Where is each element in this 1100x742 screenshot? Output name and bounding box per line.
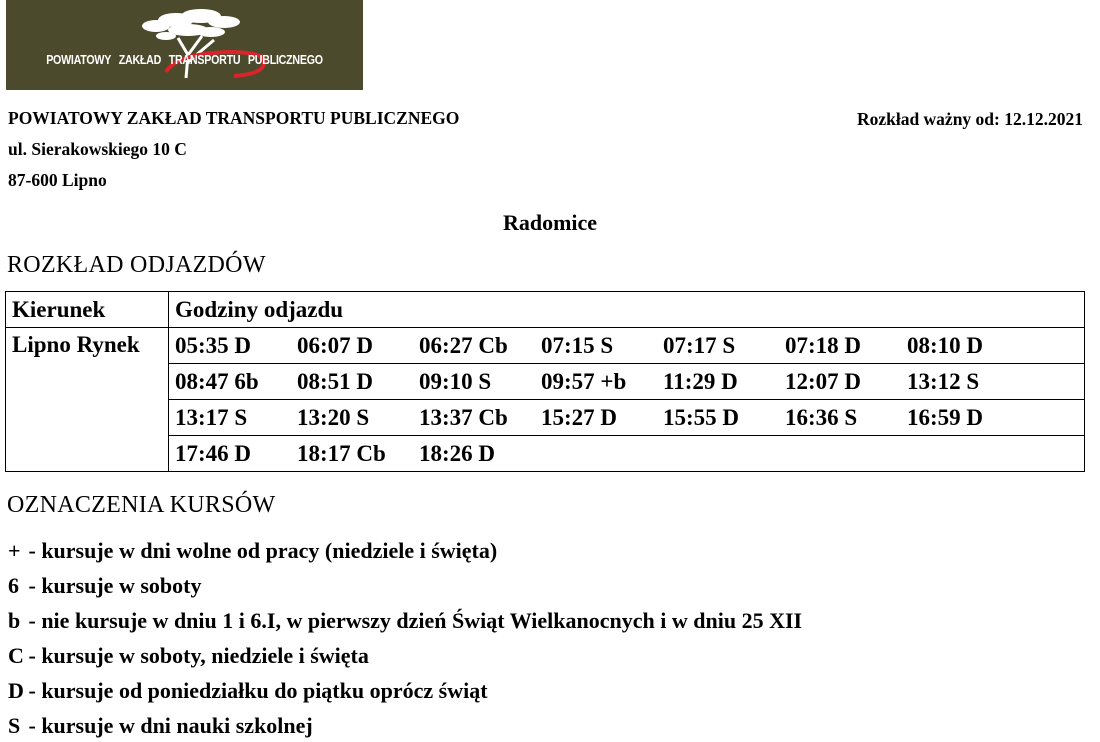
departure-time: 13:37 Cb xyxy=(419,404,508,430)
legend-symbol: b xyxy=(8,608,21,633)
departure-time: 08:47 6b xyxy=(175,368,259,394)
tree-icon xyxy=(6,0,363,90)
company-city: 87-600 Lipno xyxy=(8,170,107,190)
legend-item xyxy=(8,537,802,565)
direction-cell: Lipno Rynek xyxy=(6,328,169,472)
departure-time: 13:12 S xyxy=(907,368,980,394)
timetable xyxy=(5,291,1085,472)
departure-time: 09:10 S xyxy=(419,368,492,394)
header-times: Godziny odjazdu xyxy=(169,292,1085,328)
table-row xyxy=(6,328,1085,364)
departure-time: 16:59 D xyxy=(907,404,984,430)
departure-time: 18:17 Cb xyxy=(297,440,386,466)
legend-text: - nie kursuje w dniu 1 i 6.I, w pierwszy dzień Świąt Wielkanocnych i w dniu 25 XII xyxy=(28,608,803,633)
legend-item xyxy=(8,572,802,600)
legend-item xyxy=(8,712,802,740)
legend-symbol: + xyxy=(8,538,21,563)
times-cell xyxy=(169,364,1085,400)
table-header-row xyxy=(6,292,1085,328)
departure-time: 13:20 S xyxy=(297,404,370,430)
departure-time: 18:26 D xyxy=(419,440,496,466)
departure-time: 15:55 D xyxy=(663,404,740,430)
company-name: POWIATOWY ZAKŁAD TRANSPORTU PUBLICZNEGO xyxy=(8,108,460,128)
logo-text: POWIATOWY ZAKŁAD TRANSPORTU PUBLICZNEGO xyxy=(46,52,323,67)
times-cell xyxy=(169,400,1085,436)
departure-time: 17:46 D xyxy=(175,440,252,466)
valid-from: Rozkład ważny od: 12.12.2021 xyxy=(856,109,1083,129)
legend-item xyxy=(8,642,802,670)
legend-text: - kursuje w soboty, niedziele i święta xyxy=(28,643,369,668)
legend-text: - kursuje w soboty xyxy=(28,573,202,598)
legend-text: - kursuje w dni wolne od pracy (niedziele i święta) xyxy=(28,538,498,563)
departure-time: 08:51 D xyxy=(297,368,374,394)
legend-list xyxy=(8,537,802,740)
departure-time: 07:15 S xyxy=(541,332,614,358)
legend-text: - kursuje od poniedziałku do piątku oprócz świąt xyxy=(28,678,488,703)
departure-time: 07:18 D xyxy=(785,332,862,358)
legend-symbol: 6 xyxy=(8,573,19,598)
departure-time: 05:35 D xyxy=(175,332,252,358)
departure-time: 13:17 S xyxy=(175,404,248,430)
departure-time: 12:07 D xyxy=(785,368,862,394)
times-cell xyxy=(169,328,1085,364)
legend-symbol: C xyxy=(8,643,24,668)
departure-time: 07:17 S xyxy=(663,332,736,358)
legend-item xyxy=(8,607,802,635)
header-direction: Kierunek xyxy=(6,292,169,328)
departure-time: 15:27 D xyxy=(541,404,618,430)
legend-item xyxy=(8,677,802,705)
legend-symbol: S xyxy=(8,713,21,738)
departure-time: 16:36 S xyxy=(785,404,858,430)
departure-time: 11:29 D xyxy=(663,368,738,394)
stop-name: Radomice xyxy=(502,210,598,235)
company-logo xyxy=(6,0,363,90)
company-street: ul. Sierakowskiego 10 C xyxy=(8,139,187,159)
departure-time: 06:07 D xyxy=(297,332,374,358)
departure-time: 08:10 D xyxy=(907,332,984,358)
legend-title: OZNACZENIA KURSÓW xyxy=(7,492,276,518)
legend-symbol: D xyxy=(8,678,24,703)
timetable-title: ROZKŁAD ODJAZDÓW xyxy=(7,252,266,278)
legend-text: - kursuje w dni nauki szkolnej xyxy=(28,713,313,738)
departure-time: 06:27 Cb xyxy=(419,332,508,358)
times-cell xyxy=(169,436,1085,472)
departure-time: 09:57 +b xyxy=(541,368,627,394)
